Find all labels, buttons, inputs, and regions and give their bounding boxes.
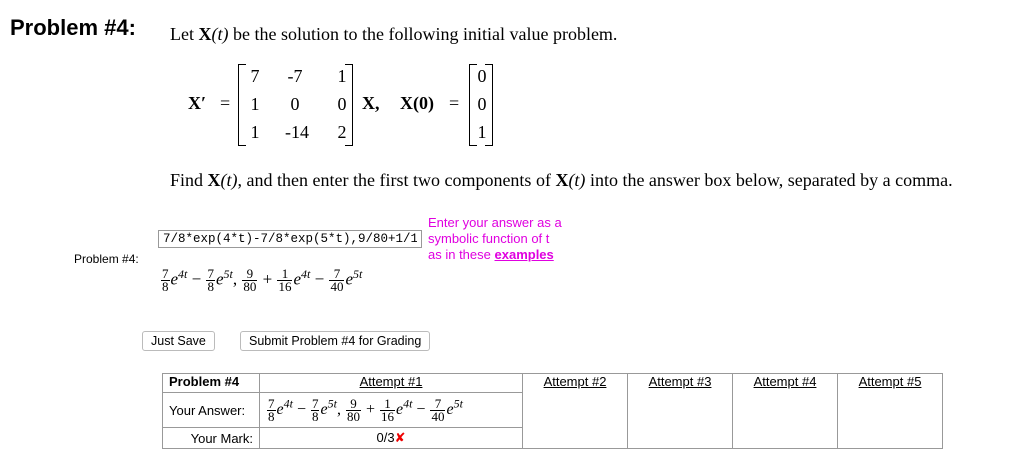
ic-label: X(0) <box>400 93 434 113</box>
matrix-cell: 2 <box>337 122 347 142</box>
matrix-cell: 1 <box>250 94 260 114</box>
answer-preview: $\frac{7}{8}$ $e^{4t}$ − $\frac{7}{8}$ $e^{5t}$, $\frac{9}{80}$ + $\frac{1}{16}$ $e^{4t}$ − $\frac{7}{40}$ $e^{5t}$ <box>162 266 363 295</box>
intro-text: Let <box>170 24 199 44</box>
ic-equals: = <box>449 93 460 113</box>
find-instruction: Find X(t), and then enter the first two components of X(t) into the answer box below, separated by a comma. <box>170 170 953 190</box>
equals-sign: = <box>220 93 231 113</box>
answer-input[interactable] <box>158 230 422 248</box>
lhs-derivative: X′ <box>188 93 207 113</box>
matrix-cell: -14 <box>285 122 309 142</box>
attempt-1-mark: 0/3✘ <box>260 428 523 449</box>
problem-title: Problem #4: <box>10 15 136 40</box>
attempt-3-header[interactable]: Attempt #3 <box>628 374 733 449</box>
matrix-cell: 0 <box>290 94 300 114</box>
intro-arg: (t) <box>211 24 229 44</box>
matrix-cell: -7 <box>287 66 303 86</box>
matrix-cell: 1 <box>337 66 347 86</box>
answer-hint: Enter your answer as a symbolic function of t as in these examples <box>428 215 562 262</box>
attempt-4-header[interactable]: Attempt #4 <box>733 374 838 449</box>
submit-button[interactable]: Submit Problem #4 for Grading <box>240 331 430 351</box>
attempt-1-answer: $\frac{7}{8}$ $e^{4t}$ − $\frac{7}{8}$ $e^{5t}$, $\frac{9}{80}$ + $\frac{1}{16}$ $e^{4t}$ − $\frac{7}{40}$ $e^{5t}$ <box>260 393 523 428</box>
attempt-2-header[interactable]: Attempt #2 <box>523 374 628 449</box>
your-answer-label: Your Answer: <box>163 393 260 428</box>
answer-row-label: Problem #4: <box>74 252 139 266</box>
intro-post: be the solution to the following initial value problem. <box>228 24 618 44</box>
vector-cell: 0 <box>477 66 487 86</box>
your-mark-label: Your Mark: <box>163 428 260 449</box>
rhs-var: X, <box>362 93 380 113</box>
matrix-cell: 1 <box>250 122 260 142</box>
attempt-1-header[interactable]: Attempt #1 <box>260 374 523 393</box>
attempt-5-header[interactable]: Attempt #5 <box>838 374 943 449</box>
results-table <box>162 373 943 449</box>
vector-cell: 0 <box>477 94 487 114</box>
problem-intro <box>170 24 617 45</box>
examples-link[interactable]: examples <box>494 247 554 262</box>
results-header: Problem #4 <box>163 374 260 393</box>
incorrect-x-icon: ✘ <box>394 430 406 445</box>
vector-cell: 1 <box>477 122 487 142</box>
intro-var: X <box>198 24 212 44</box>
matrix-cell: 0 <box>337 94 347 114</box>
just-save-button[interactable]: Just Save <box>142 331 215 351</box>
matrix-cell: 7 <box>250 66 260 86</box>
